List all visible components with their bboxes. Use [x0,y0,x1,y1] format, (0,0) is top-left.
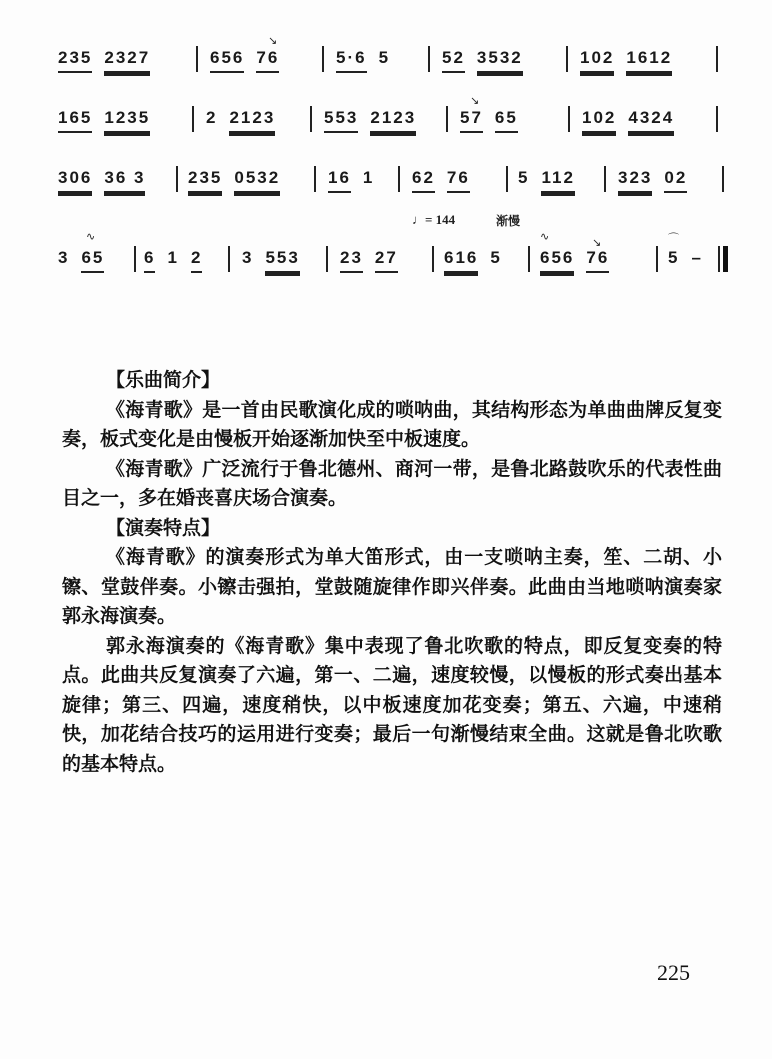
note-group: 1 [362,168,375,187]
note-group: 62 [412,168,435,193]
bar-line [506,166,508,192]
paragraph: 《海青歌》是一首由民歌演化成的唢呐曲，其结构形态为单曲曲牌反复变奏，板式变化是由慢板开始逐渐加快至中板速度。 [62,398,722,450]
note-group: 656 [210,48,244,73]
bar-line [716,46,718,72]
note-group: 306 [58,168,92,193]
bar-line [310,106,312,132]
expression-mark: 渐慢 [496,214,521,228]
note-group: 3 [58,248,70,267]
note-group: 52 [442,48,465,73]
bar-line [446,106,448,132]
note-group: 553 [265,248,299,273]
note-group: 02 [664,168,687,193]
bar-line [398,166,400,192]
note-group: 102 [580,48,614,73]
note-group: 76 [447,168,470,193]
note-group: 2123 [229,108,275,133]
section-heading: 【演奏特点】 [106,516,221,539]
final-bar-line [723,246,728,272]
bar-line [176,166,178,192]
final-bar-line [718,246,720,272]
note-group: 5 [490,248,502,267]
note-group: 656 [540,248,574,273]
bar-line [196,46,198,72]
grace-arrow-icon: ↘ [268,34,278,47]
bar-line [228,246,230,272]
note-group: 553 [324,108,358,133]
grace-arrow-icon: ↘ [470,94,480,107]
fermata-icon: ⌒ [668,232,679,245]
note-group: 1612 [626,48,672,73]
bar-line [432,246,434,272]
bar-line [314,166,316,192]
note-group: 102 [582,108,616,133]
note-group: 76 [586,248,609,273]
score-row-3 [58,160,728,200]
note-group: 2327 [104,48,150,73]
mordent-icon: ∿ [86,230,96,243]
note-group: 57 [460,108,483,133]
tempo-mark: ♩= 144 [412,212,456,227]
note-group: 2123 [370,108,416,133]
note-group: 27 [375,248,398,273]
bar-line [722,166,724,192]
bar-line [192,106,194,132]
note-group: 5 [668,248,680,267]
note-group: 4324 [628,108,674,133]
note-group: 65 [81,248,104,273]
note-group: 16 [328,168,351,193]
note-group: 5 [518,168,530,187]
note-group: 65 [495,108,518,133]
note-group: 1 [167,248,179,267]
note-group: 36 3 [104,168,145,193]
note-group: 616 [444,248,478,273]
bar-line [568,106,570,132]
note-group: 76 [256,48,279,73]
note-group: 235 [58,48,92,73]
bar-line [716,106,718,132]
bar-line [656,246,658,272]
paragraph: 郭永海演奏的《海青歌》集中表现了鲁北吹歌的特点，即反复变奏的特点。此曲共反复演奏了六遍，第一、二遍，速度较慢，以慢板的形式奏出基本旋律；第三、四遍，速度稍快，以中板速度加花变奏；第五、六遍，中速稍快，加花结合技巧的运用进行变奏；最后一句渐慢结束全曲。这就是鲁北吹歌的基本特点。 [62,634,722,775]
score-row-4 [58,212,728,280]
page-number: 225 [657,960,690,985]
bar-line [428,46,430,72]
score-row-2 [58,94,728,140]
bar-line [566,46,568,72]
bar-line [528,246,530,272]
grace-arrow-icon: ↘ [592,236,602,249]
paragraph: 《海青歌》广泛流行于鲁北德州、商河一带，是鲁北路鼓吹乐的代表性曲目之一，多在婚丧喜庆场合演奏。 [62,457,722,509]
note-group: – [691,248,703,267]
note-group: 0532 [234,168,280,193]
note-group: 23 [340,248,363,273]
bar-line [326,246,328,272]
score-row-1 [58,34,728,80]
section-heading: 【乐曲简介】 [106,369,221,391]
commentary [62,366,722,779]
note-group: 235 [188,168,222,193]
note-group: 1235 [104,108,150,133]
note-group: 5·6 [336,48,367,73]
bar-line [604,166,606,192]
note-group: 3 [242,248,254,267]
note-group: 2 [206,108,218,127]
note-group: 165 [58,108,92,133]
note-group: 5 [378,48,391,67]
paragraph: 《海青歌》的演奏形式为单大笛形式，由一支唢呐主奏，笙、二胡、小镲、堂鼓伴奏。小镲击强拍，堂鼓随旋律作即兴伴奏。此曲由当地唢呐演奏家郭永海演奏。 [62,546,722,627]
mordent-icon: ∿ [540,230,550,243]
note-group: 6 [144,248,155,273]
note-group: 112 [541,168,574,193]
bar-line [322,46,324,72]
bar-line [134,246,136,272]
note-group: 323 [618,168,652,193]
note-group: 3532 [477,48,523,73]
note-group: 2 [191,248,202,273]
